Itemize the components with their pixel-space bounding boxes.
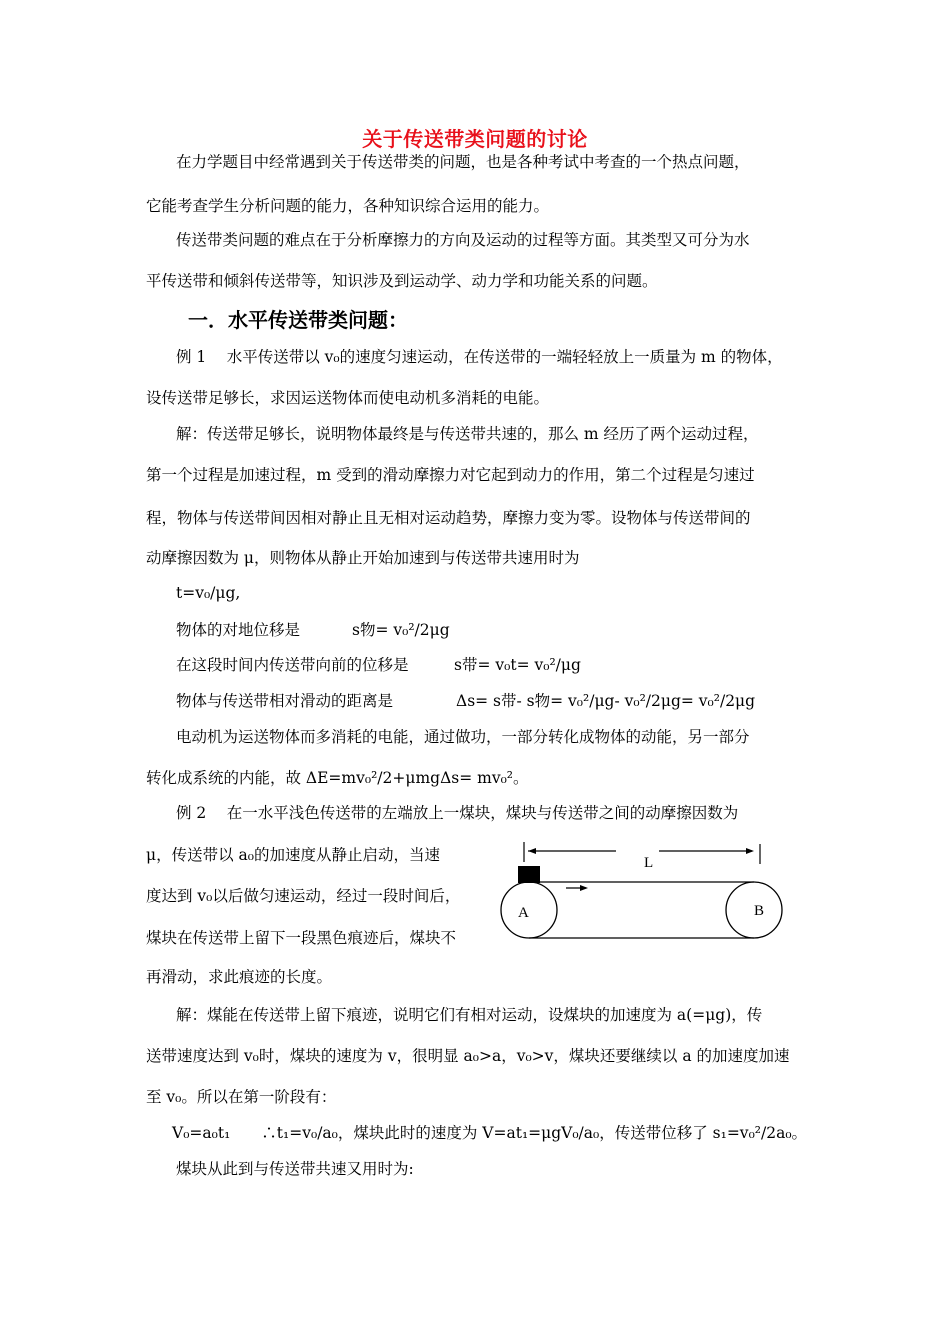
pulley-a	[501, 882, 557, 938]
pulley-a-label: A	[518, 905, 529, 921]
equation-relative-slide: Δs= s带- s物= v₀²/μg- v₀²/2μg= v₀²/2μg	[456, 692, 756, 710]
example1-solution-line-6: 转化成系统的内能，故 ΔE=mv₀²/2+μmgΔs= mv₀²。	[146, 769, 529, 787]
coal-block	[518, 866, 540, 883]
section-heading: 一．水平传送带类问题：	[188, 308, 408, 332]
example2-solution-line-3: 至 v₀。所以在第一阶段有：	[146, 1088, 337, 1106]
equation-belt-displacement: s带= v₀t= v₀²/μg	[454, 656, 581, 674]
intro-paragraph-2-line-1: 传送带类问题的难点在于分析摩擦力的方向及运动的过程等方面。其类型又可分为水	[176, 231, 750, 249]
example1-solution-line-4: 动摩擦因数为 μ，则物体从静止开始加速到与传送带共速用时为	[146, 549, 580, 567]
example2-solution-line-5: 煤块从此到与传送带共速又用时为:	[176, 1160, 414, 1178]
equation-3-label: 在这段时间内传送带向前的位移是	[176, 656, 409, 674]
example2-line-4: 煤块在传送带上留下一段黑色痕迹后，煤块不	[146, 929, 457, 947]
intro-paragraph-2-line-2: 平传送带和倾斜传送带等，知识涉及到运动学、动力学和功能关系的问题。	[146, 272, 658, 290]
example1-line-2: 设传送带足够长，求因运送物体而使电动机多消耗的电能。	[146, 389, 550, 407]
equation-time: t=v₀/μg,	[176, 584, 241, 602]
example1-solution-line-3: 程，物体与传送带间因相对静止且无相对运动趋势，摩擦力变为零。设物体与传送带间的	[146, 509, 751, 527]
equation-object-displacement: s物= v₀²/2μg	[352, 621, 450, 639]
example1-solution-line-1: 解：传送带足够长，说明物体最终是与传送带共速的，那么 m 经历了两个运动过程，	[176, 425, 759, 443]
intro-paragraph-1-line-1: 在力学题目中经常遇到关于传送带类的问题，也是各种考试中考查的一个热点问题，	[176, 153, 750, 171]
page-title: 关于传送带类问题的讨论	[362, 127, 588, 151]
example2-line-1: 例 2 在一水平浅色传送带的左端放上一煤块，煤块与传送带之间的动摩擦因数为	[176, 804, 739, 822]
example1-solution-line-5: 电动机为运送物体而多消耗的电能，通过做功，一部分转化成物体的动能，另一部分	[176, 728, 750, 746]
conveyor-belt-diagram	[496, 836, 796, 946]
length-arrowhead-left	[528, 848, 536, 854]
example2-line-2: μ，传送带以 a₀的加速度从静止启动，当速	[146, 846, 440, 864]
intro-paragraph-1-line-2: 它能考查学生分析问题的能力，各种知识综合运用的能力。	[146, 197, 550, 215]
length-label: L	[644, 855, 654, 871]
example2-line-3: 度达到 v₀以后做匀速运动，经过一段时间后，	[146, 887, 461, 905]
equation-4-label: 物体与传送带相对滑动的距离是	[176, 692, 394, 710]
equation-2-label: 物体的对地位移是	[176, 621, 301, 639]
example2-solution-line-1: 解：煤能在传送带上留下痕迹，说明它们有相对运动，设煤块的加速度为 a(=μg)，传	[176, 1006, 763, 1024]
velocity-arrowhead	[580, 885, 588, 891]
example2-solution-line-4: V₀=a₀t₁ ∴t₁=v₀/a₀，煤块此时的速度为 V=at₁=μgV₀/a₀，传送带位移了 s₁=v₀²/2a₀。	[172, 1124, 808, 1142]
example1-solution-line-2: 第一个过程是加速过程，m 受到的滑动摩擦力对它起到动力的作用，第二个过程是匀速过	[146, 466, 755, 484]
pulley-b-label: B	[754, 903, 765, 919]
example2-solution-line-2: 送带速度达到 v₀时，煤块的速度为 v，很明显 a₀>a，v₀>v，煤块还要继续以 a 的加速度加速	[146, 1047, 790, 1065]
example2-line-5: 再滑动，求此痕迹的长度。	[146, 968, 333, 986]
length-arrowhead-right	[746, 848, 754, 854]
example1-line-1: 例 1 水平传送带以 v₀的速度匀速运动，在传送带的一端轻轻放上一质量为 m 的物体，	[176, 348, 783, 366]
